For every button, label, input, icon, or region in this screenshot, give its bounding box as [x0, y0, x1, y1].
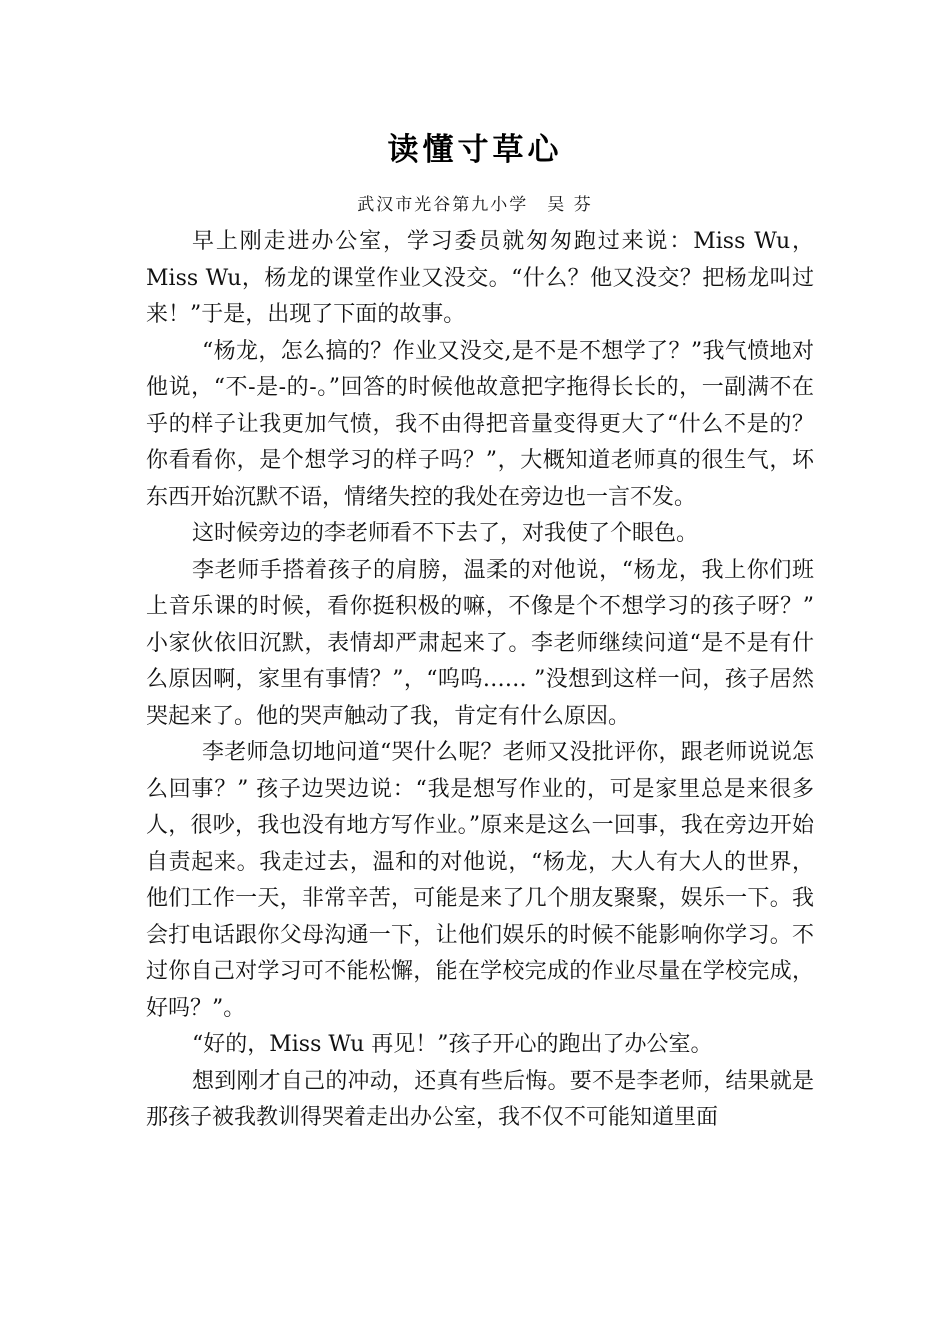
paragraph: 李老师手搭着孩子的肩膀，温柔的对他说，“杨龙，我上你们班上音乐课的时候，看你挺积极的嘛，不像是个不想学习的孩子呀？” 小家伙依旧沉默，表情却严肃起来了。李老师继续问道“是不是有什么原因啊，家里有事情？”，“呜呜…… ”没想到这样一问，孩子居然哭起来了。他的哭声触动了我，肯定有什么原因。	[146, 557, 814, 729]
paragraph: “好的，Miss Wu 再见！”孩子开心的跑出了办公室。	[192, 1032, 713, 1057]
paragraph: 想到刚才自己的冲动，还真有些后悔。要不是李老师，结果就是那孩子被我教训得哭着走出办公室，我不仅不可能知道里面	[146, 1068, 814, 1130]
paragraph: 这时候旁边的李老师看不下去了，对我使了个眼色。	[192, 521, 699, 546]
article-body	[146, 224, 814, 1137]
paragraph: “杨龙，怎么搞的？作业又没交,是不是不想学了？”我气愤地对他说，“不-是-的-。”回答的时候他故意把字拖得长长的，一副满不在乎的样子让我更加气愤，我不由得把音量变得更大了“什么不是的？你看看你，是个想学习的样子吗？”，大概知道老师真的很生气，坏东西开始沉默不语，情绪失控的我处在旁边也一言不发。	[146, 338, 814, 510]
author-byline: 武汉市光谷第九小学 吴 芬	[357, 195, 593, 215]
paragraph: 李老师急切地问道“哭什么呢？老师又没批评你，跟老师说说怎么回事？” 孩子边哭边说：“我是想写作业的，可是家里总是来很多人，很吵，我也没有地方写作业。”原来是这么一回事，我在旁边开始自责起来。我走过去，温和的对他说，“杨龙，大人有大人的世界，他们工作一天，非常辛苦，可能是来了几个朋友聚聚，娱乐一下。我会打电话跟你父母沟通一下，让他们娱乐的时候不能影响你学习。不过你自己对学习可不能松懈，能在学校完成的作业尽量在学校完成，好吗？”。	[146, 740, 814, 1021]
article-title: 读懂寸草心	[387, 132, 563, 168]
paragraph: 早上刚走进办公室，学习委员就匆匆跑过来说：Miss Wu，Miss Wu，杨龙的课堂作业又没交。“什么？他又没交？把杨龙叫过来！”于是，出现了下面的故事。	[146, 229, 814, 327]
